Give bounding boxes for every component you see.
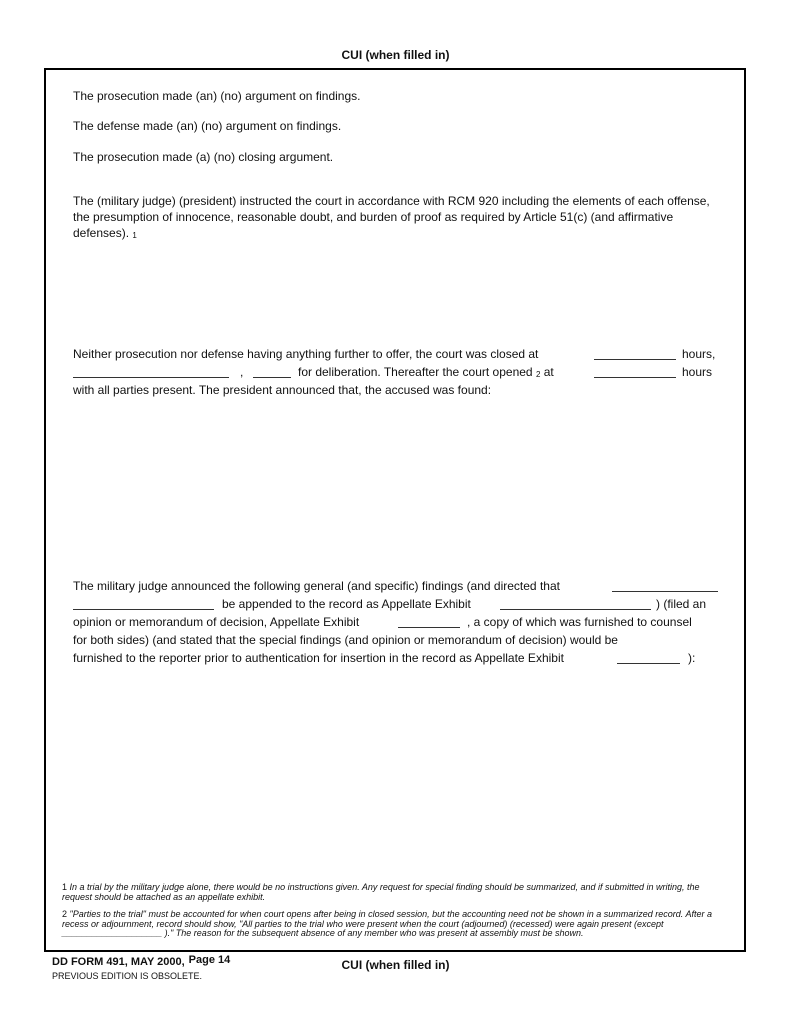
closing-argument: The prosecution made (a) (no) closing argument.	[73, 150, 334, 164]
footnote-1-text: In a trial by the military judge alone, there would be no instructions given. Any request for special finding should be summarized, and if submitted in writing, the request should be attached as an appellate exhibit.	[62, 882, 700, 902]
footnote-ref-2: 2	[535, 370, 541, 379]
closed-hours-blank[interactable]	[594, 348, 676, 360]
cui-header: CUI (when filled in)	[341, 48, 450, 62]
appellate-exhibit-blank-3[interactable]	[617, 652, 680, 664]
deliberation-line-1	[73, 346, 538, 362]
deliberation-text-d: for deliberation. Thereafter the court opened	[298, 365, 533, 379]
date-blank[interactable]	[73, 366, 229, 378]
appellate-exhibit-blank-1[interactable]	[500, 598, 651, 610]
footnote-2-number: 2	[62, 909, 68, 919]
findings-directed-blank[interactable]	[612, 580, 718, 592]
findings-text-f: for both sides) (and stated that the special findings (and opinion or memorandum of decision) would be	[73, 633, 618, 647]
footnote-1	[62, 883, 722, 902]
deliberation-text-g: with all parties present. The president announced that, the accused was found:	[73, 383, 492, 397]
findings-text-h: ):	[688, 651, 696, 665]
form-number: DD FORM 491, MAY 2000,	[52, 956, 185, 968]
findings-text-d: opinion or memorandum of decision, Appellate Exhibit	[73, 615, 360, 629]
deliberation-text-e: at	[543, 365, 554, 379]
footnote-1-number: 1	[62, 882, 68, 892]
deliberation-text-f: hours	[682, 365, 713, 379]
obsolete-notice: PREVIOUS EDITION IS OBSOLETE.	[52, 971, 203, 981]
findings-item-blank[interactable]	[73, 598, 214, 610]
year-blank[interactable]	[253, 366, 291, 378]
findings-text-e: , a copy of which was furnished to counsel	[467, 615, 692, 629]
argument-findings-defense: The defense made (an) (no) argument on findings.	[73, 119, 342, 133]
findings-text-a: The military judge announced the following general (and specific) findings (and directed that	[73, 579, 560, 593]
instructions-paragraph	[73, 193, 723, 243]
appellate-exhibit-blank-2[interactable]	[398, 616, 460, 628]
deliberation-text-c: ,	[240, 365, 244, 379]
findings-text-b: be appended to the record as Appellate Exhibit	[222, 597, 471, 611]
footnote-2	[62, 910, 722, 939]
findings-text-c: ) (filed an	[656, 597, 707, 611]
deliberation-text-b: hours,	[682, 347, 716, 361]
cui-footer: CUI (when filled in)	[341, 958, 450, 972]
deliberation-text-a: Neither prosecution nor defense having anything further to offer, the court was closed at	[73, 347, 539, 361]
argument-findings-prosecution: The prosecution made (an) (no) argument on findings.	[73, 89, 361, 103]
instructions-text: The (military judge) (president) instructed the court in accordance with RCM 920 including the elements of each offense, the presumption of innocence, reasonable doubt, and burden of proof as required by Article 51(c) (and affirmative defenses).	[73, 194, 710, 240]
footnote-2-text: "Parties to the trial" must be accounted for when court opens after being in closed session, but the accounting need not be shown in a summarized record. After a recess or adjournment, record should show, "All parties to the trial who were present when the court (adjourned) (recessed) were again present (except ____________________ )." The reason for the subsequent absence of any member who was present at assembly must be shown.	[62, 909, 712, 938]
footnote-ref-1: 1	[132, 231, 137, 240]
findings-text-g: furnished to the reporter prior to authentication for insertion in the record as Appellate Exhibit	[73, 651, 564, 665]
page-number: Page 14	[188, 954, 231, 966]
deliberation-text-d-line	[298, 364, 554, 382]
opened-hours-blank[interactable]	[594, 366, 676, 378]
